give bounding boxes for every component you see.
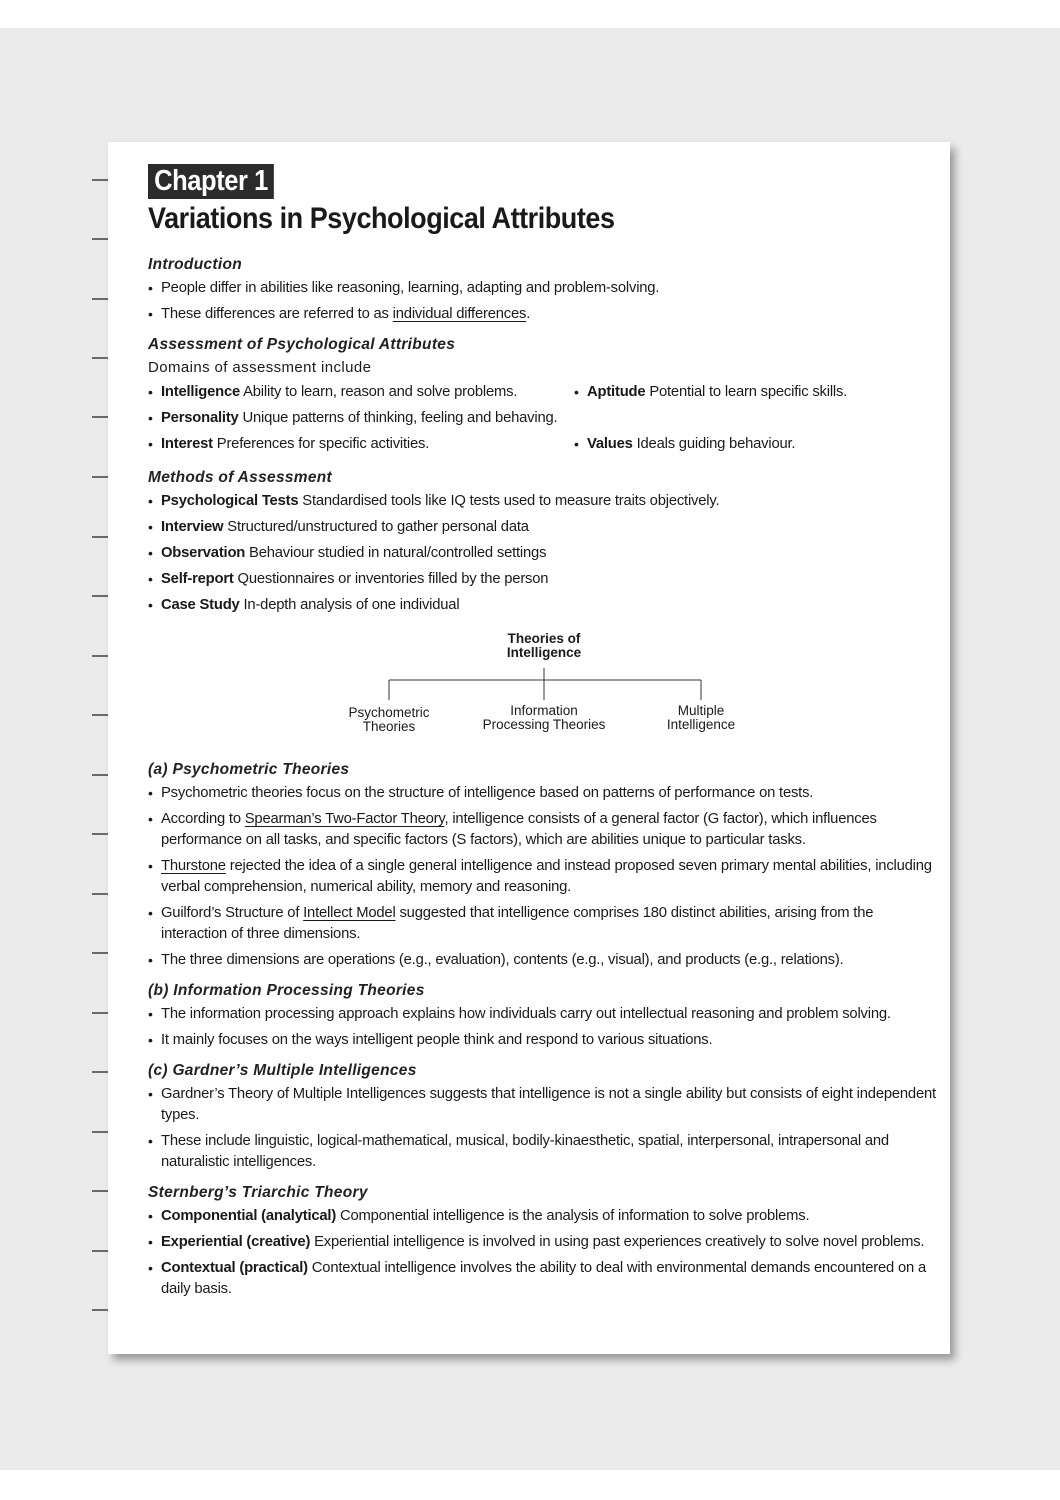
- list-item: • These differences are referred to as individual differences.: [148, 304, 938, 325]
- methods-list: [148, 491, 938, 616]
- diagram-child-psychometric: Psychometric Theories: [348, 705, 430, 734]
- list-item: • Thurstone rejected the idea of a single general intelligence and instead proposed seven primary mental abilities, including verbal comprehension, numerical ability, memory and reasoning.: [148, 856, 938, 898]
- assessment-heading: Assessment of Psychological Attributes: [148, 336, 456, 353]
- list-item: • Interest Preferences for specific activities.: [148, 434, 574, 455]
- assessment-row: [148, 408, 938, 429]
- list-item: • Componential (analytical) Componential intelligence is the analysis of information to solve problems.: [148, 1206, 938, 1227]
- list-item: • It mainly focuses on the ways intelligent people think and respond to various situations.: [148, 1030, 938, 1051]
- introduction-heading: Introduction: [148, 256, 242, 273]
- list-item: • Interview Structured/unstructured to gather personal data: [148, 517, 938, 538]
- list-item: • Aptitude Potential to learn specific skills.: [574, 382, 938, 403]
- list-item: • Gardner’s Theory of Multiple Intelligences suggests that intelligence is not a single ability but consists of eight independent types.: [148, 1084, 938, 1126]
- list-item: • The information processing approach explains how individuals carry out intellectual reasoning and problem solving.: [148, 1004, 938, 1025]
- introduction-list: [148, 278, 938, 325]
- theories-diagram: [148, 624, 938, 754]
- assessment-intro: Domains of assessment include: [148, 359, 372, 376]
- gardner-heading: (c) Gardner’s Multiple Intelligences: [148, 1062, 417, 1079]
- diagram-child-multiple: Multiple Intelligence: [666, 703, 736, 732]
- list-item: • People differ in abilities like reasoning, learning, adapting and problem-solving.: [148, 278, 938, 299]
- list-item: • Guilford’s Structure of Intellect Model suggested that intelligence comprises 180 distinct abilities, arising from the interaction of three dimensions.: [148, 903, 938, 945]
- page-content: [148, 164, 938, 1305]
- assessment-row: [148, 382, 938, 408]
- list-item: • Values Ideals guiding behaviour.: [574, 434, 938, 455]
- list-item: • Personality Unique patterns of thinking, feeling and behaving.: [148, 408, 938, 429]
- list-item: • The three dimensions are operations (e.g., evaluation), contents (e.g., visual), and products (e.g., relations).: [148, 950, 938, 971]
- sternberg-list: [148, 1206, 938, 1300]
- gardner-list: [148, 1084, 938, 1173]
- term-link: individual differences: [392, 306, 527, 322]
- list-item: • Self-report Questionnaires or inventories filled by the person: [148, 569, 938, 590]
- list-item: • Case Study In-depth analysis of one individual: [148, 595, 938, 616]
- list-item: • Experiential (creative) Experiential intelligence is involved in using past experiences creatively to solve novel problems.: [148, 1232, 938, 1253]
- list-item: • Psychometric theories focus on the structure of intelligence based on patterns of performance on tests.: [148, 783, 938, 804]
- information-processing-heading: (b) Information Processing Theories: [148, 982, 425, 999]
- list-item: • Psychological Tests Standardised tools like IQ tests used to measure traits objectively.: [148, 491, 938, 512]
- chapter-title: Variations in Psychological Attributes: [148, 202, 615, 235]
- notebook-page: [108, 142, 950, 1354]
- assessment-row: [148, 434, 938, 460]
- chapter-header: [148, 164, 938, 237]
- list-item: • These include linguistic, logical-mathematical, musical, bodily-kinaesthetic, spatial, interpersonal, intrapersonal and naturalistic intelligences.: [148, 1131, 938, 1173]
- sternberg-heading: Sternberg’s Triarchic Theory: [148, 1184, 368, 1201]
- psychometric-list: [148, 783, 938, 971]
- information-processing-list: [148, 1004, 938, 1051]
- chapter-label: Chapter 1: [148, 164, 274, 199]
- term-link: Intellect Model: [303, 905, 396, 921]
- list-item: • Intelligence Ability to learn, reason and solve problems.: [148, 382, 574, 403]
- list-item: • Contextual (practical) Contextual intelligence involves the ability to deal with environmental demands encountered on a daily basis.: [148, 1258, 938, 1300]
- list-item: • Observation Behaviour studied in natural/controlled settings: [148, 543, 938, 564]
- methods-heading: Methods of Assessment: [148, 469, 333, 486]
- psychometric-heading: (a) Psychometric Theories: [148, 761, 350, 778]
- term-link: Spearman’s Two-Factor Theory: [244, 811, 445, 827]
- term-link: Thurstone: [161, 858, 226, 874]
- list-item: • According to Spearman’s Two-Factor Theory, intelligence consists of a general factor (G factor), which influences performance on all tasks, and specific factors (S factors), which are abilities unique to particular tasks.: [148, 809, 938, 851]
- diagram-root: Theories of Intelligence: [506, 631, 582, 660]
- diagram-child-information: Information Processing Theories: [482, 703, 606, 732]
